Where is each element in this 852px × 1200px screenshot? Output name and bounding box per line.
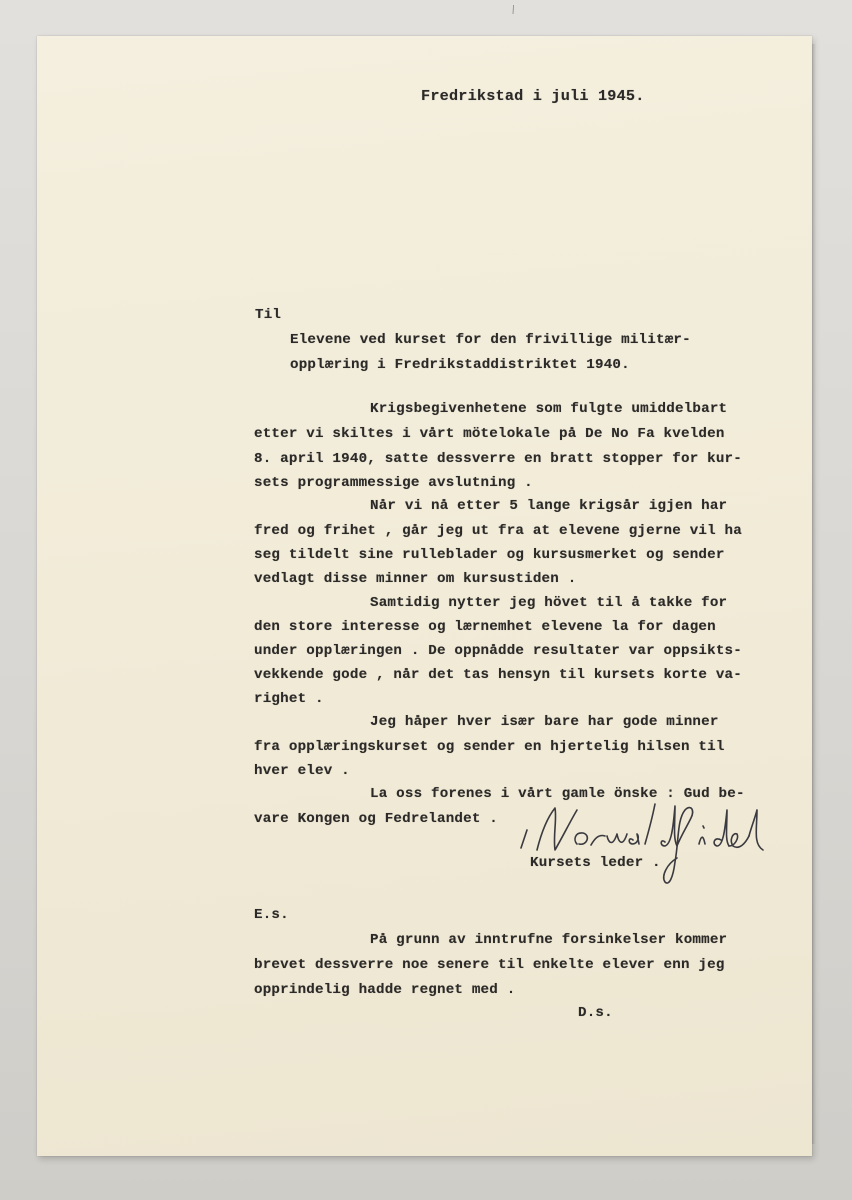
recipient-line: opplæring i Fredrikstaddistriktet 1940. xyxy=(290,357,630,373)
ps-end: D.s. xyxy=(578,1005,613,1021)
ps-line: brevet dessverre noe senere til enkelte elever enn jeg xyxy=(254,957,725,973)
ps-line: opprindelig hadde regnet med . xyxy=(254,982,516,998)
body-line: under opplæringen . De oppnådde resultater var oppsikts- xyxy=(254,643,742,659)
ps-label: E.s. xyxy=(254,907,289,923)
letter-date: Fredrikstad i juli 1945. xyxy=(421,87,645,105)
recipient-line: Elevene ved kurset for den frivillige militær- xyxy=(290,332,691,348)
body-line: fra opplæringskurset og sender en hjertelig hilsen til xyxy=(254,739,725,755)
body-line: righet . xyxy=(254,691,324,707)
body-line: Samtidig nytter jeg hövet til å takke for xyxy=(370,595,728,611)
letter-paper xyxy=(37,36,812,1156)
closing-title: Kursets leder . xyxy=(530,855,661,871)
body-line: sets programmessige avslutning . xyxy=(254,475,533,491)
body-line: fred og frihet , går jeg ut fra at elevene gjerne vil ha xyxy=(254,523,742,539)
body-line: etter vi skiltes i vårt mötelokale på De No Fa kvelden xyxy=(254,426,725,442)
body-line: Når vi nå etter 5 lange krigsår igjen har xyxy=(370,498,728,514)
body-line: den store interesse og lærnemhet elevene la for dagen xyxy=(254,619,716,635)
body-line: vekkende gode , når det tas hensyn til kursets korte va- xyxy=(254,667,742,683)
body-line: vare Kongen og Fedrelandet . xyxy=(254,811,498,827)
body-line: La oss forenes i vårt gamle önske : Gud be- xyxy=(370,786,745,802)
body-line: vedlagt disse minner om kursustiden . xyxy=(254,571,577,587)
body-line: Krigsbegivenhetene som fulgte umiddelbart xyxy=(370,401,728,417)
body-line: seg tildelt sine rulleblader og kursusmerket og sender xyxy=(254,547,725,563)
handwritten-signature xyxy=(515,800,765,890)
recipient-to: Til xyxy=(255,307,282,323)
ps-line: På grunn av inntrufne forsinkelser kommer xyxy=(370,932,728,948)
pencil-mark xyxy=(512,2,515,12)
body-line: 8. april 1940, satte dessverre en bratt stopper for kur- xyxy=(254,451,742,467)
body-line: Jeg håper hver især bare har gode minner xyxy=(370,714,719,730)
body-line: hver elev . xyxy=(254,763,350,779)
